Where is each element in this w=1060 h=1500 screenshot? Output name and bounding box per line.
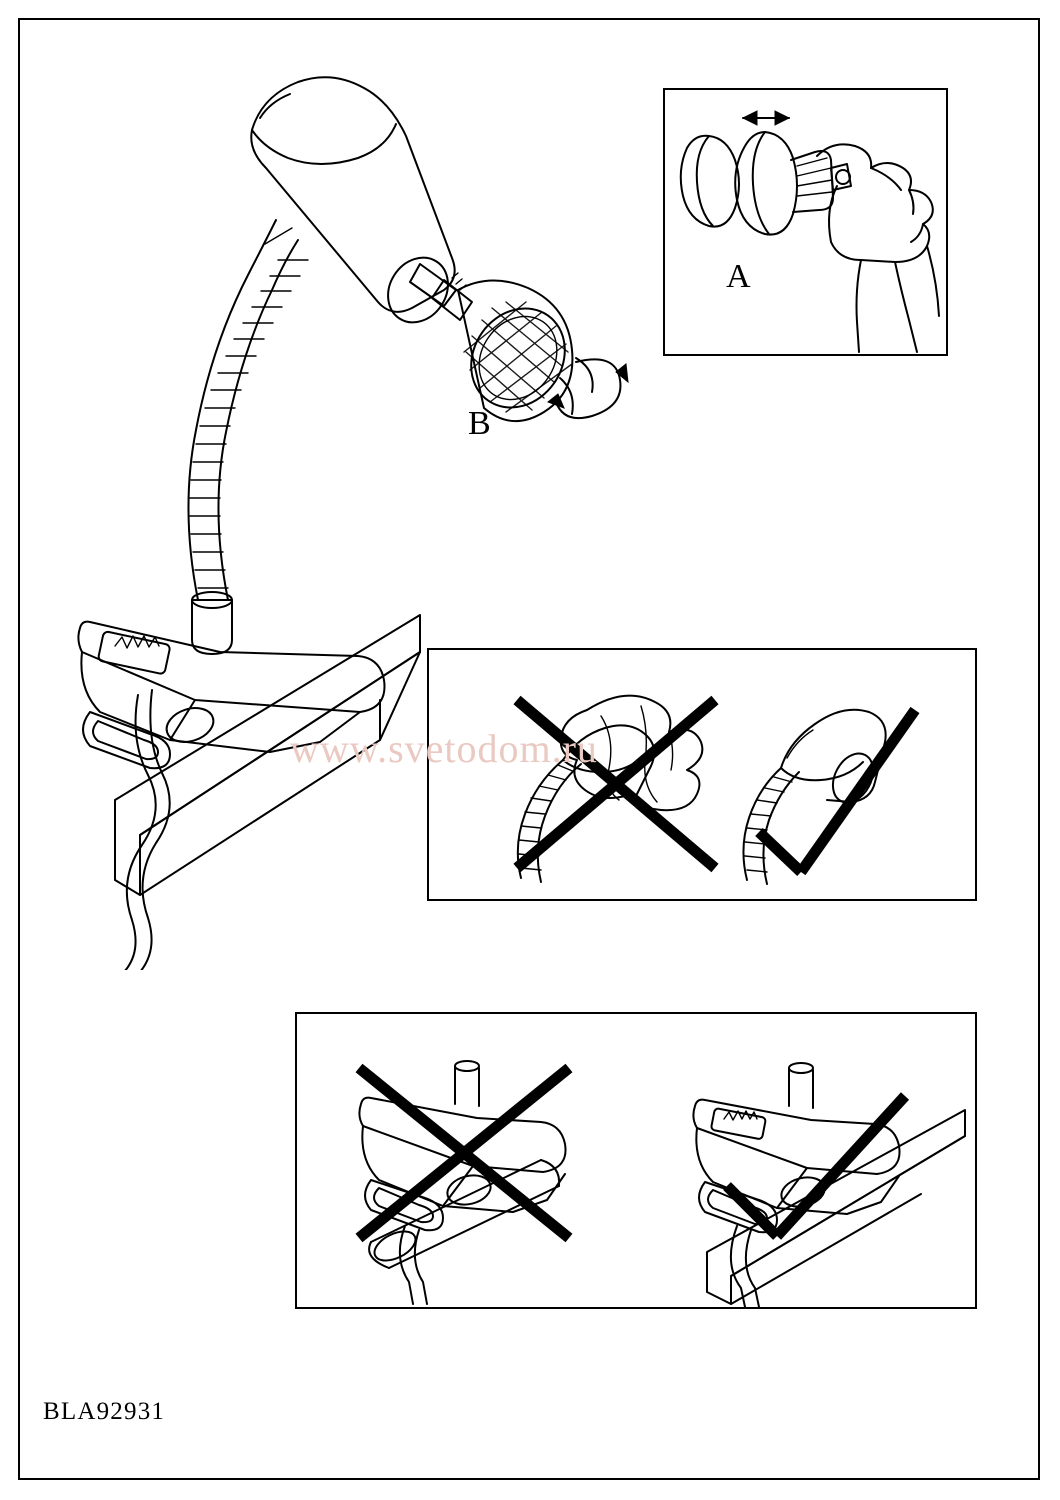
panel-shade-orientation (427, 648, 977, 901)
watermark: www.svetodom.ru (290, 726, 598, 771)
gooseneck-arm (188, 220, 308, 600)
check-mark-table (727, 1096, 905, 1236)
lamp-stem-base (192, 592, 232, 654)
label-step-a: A (726, 258, 752, 295)
panel-step-a (663, 88, 948, 356)
clip-clamp (78, 622, 384, 970)
push-pull-arrow (743, 111, 789, 125)
cross-mark-pipe (359, 1068, 569, 1238)
rotation-arrow-b (548, 358, 628, 418)
reflector-bulb-a (735, 132, 851, 235)
label-step-b: B (468, 405, 492, 442)
table-edge (115, 615, 420, 895)
panel-clip-mounting (295, 1012, 977, 1309)
bulb-holder-ring (681, 136, 739, 227)
model-code: BLA92931 (43, 1398, 166, 1425)
